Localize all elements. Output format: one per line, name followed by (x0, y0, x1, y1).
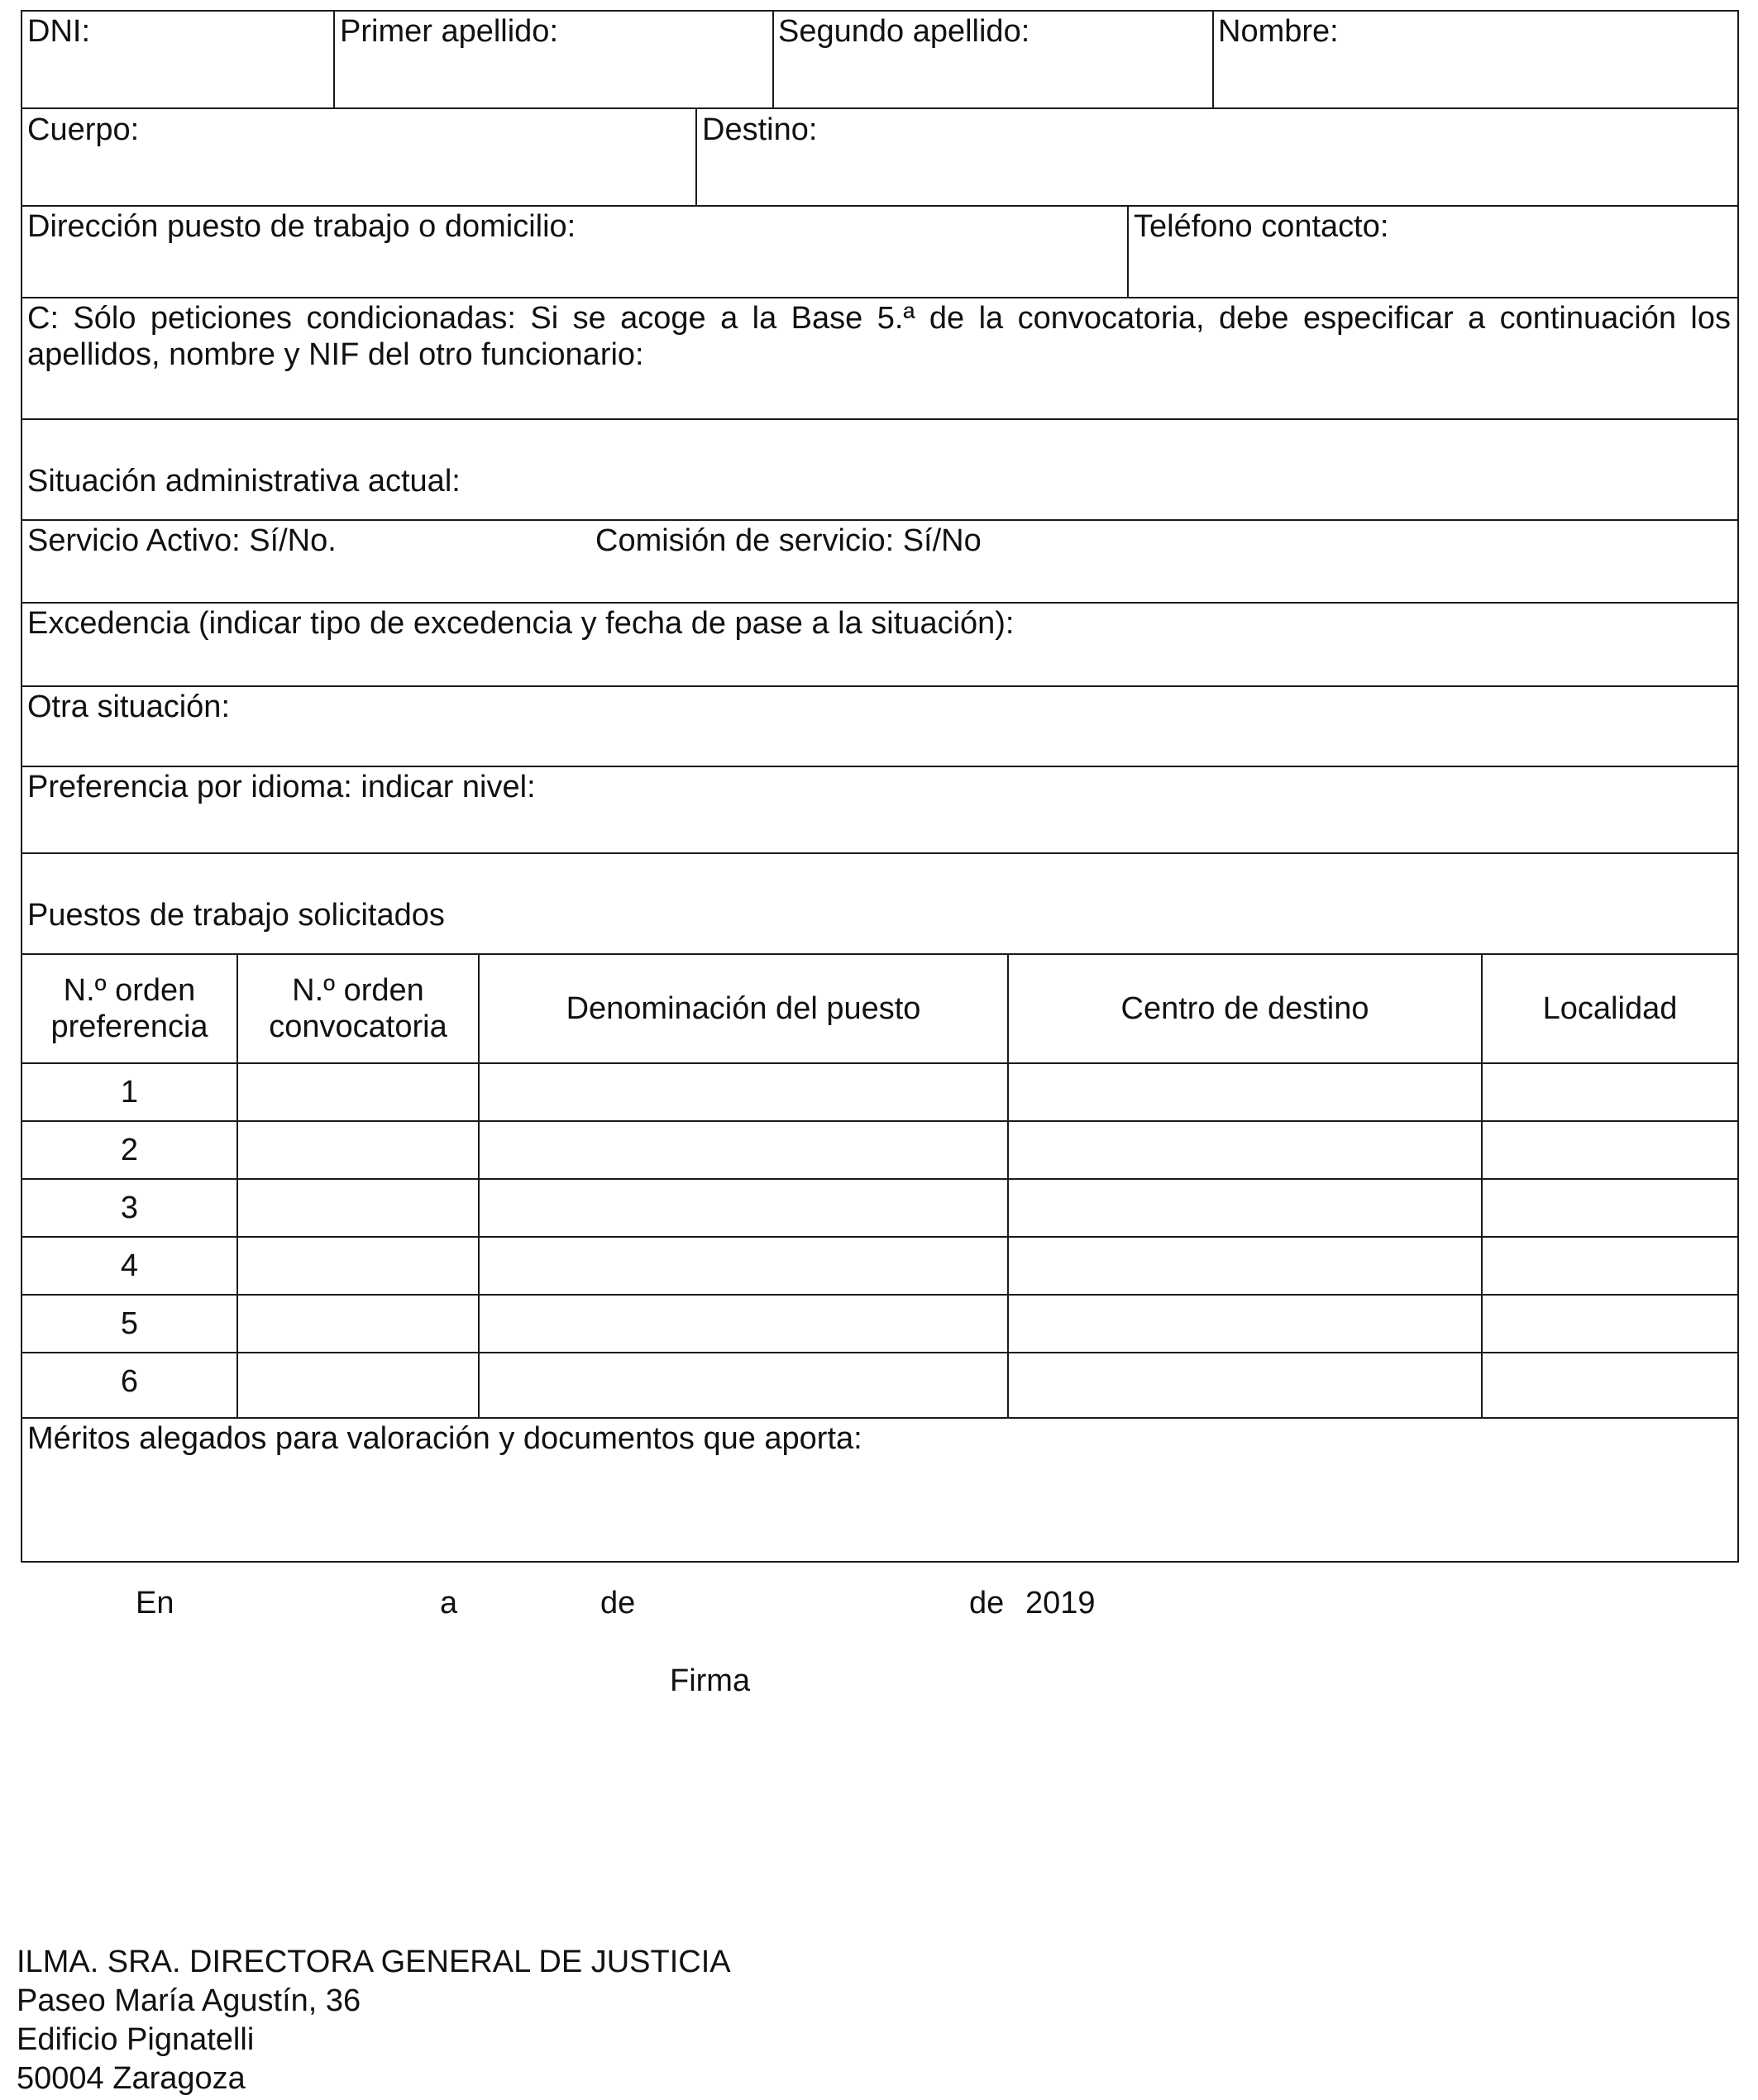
table-column-divider (236, 953, 238, 1419)
cuerpo-label: Cuerpo: (27, 112, 140, 147)
direccion-label: Dirección puesto de trabajo o domicilio: (27, 209, 576, 244)
table-row-number: 6 (120, 1364, 139, 1399)
column-header-localidad (1483, 955, 1737, 1062)
firma-label: Firma (670, 1663, 751, 1698)
column-header-orden-convocatoria (238, 955, 478, 1062)
column-header-label: Localidad (1542, 991, 1678, 1026)
primer-apellido-label: Primer apellido: (340, 14, 558, 49)
table-row-number: 5 (120, 1306, 139, 1341)
table-row-number: 4 (120, 1248, 139, 1283)
address-line-1: ILMA. SRA. DIRECTORA GENERAL DE JUSTICIA (17, 1945, 731, 1979)
table-row-number: 3 (120, 1191, 139, 1225)
idioma-label: Preferencia por idioma: indicar nivel: (27, 770, 536, 804)
table-column-divider (1007, 953, 1009, 1419)
table-row-divider (22, 1178, 1737, 1180)
servicio-activo-label: Servicio Activo: Sí/No. (27, 523, 337, 558)
divider (22, 519, 1737, 521)
address-line-2: Paseo María Agustín, 36 (17, 1983, 361, 2018)
table-column-divider (1481, 953, 1483, 1419)
column-header-label: N.º orden preferencia (50, 973, 208, 1044)
puestos-title: Puestos de trabajo solicitados (27, 898, 445, 933)
divider (333, 12, 335, 107)
divider (1127, 205, 1129, 297)
table-row-divider (22, 1236, 1737, 1238)
address-line-4: 50004 Zaragoza (17, 2061, 246, 2096)
nombre-label: Nombre: (1218, 14, 1339, 49)
situacion-title: Situación administrativa actual: (27, 464, 461, 499)
meritos-label: Méritos alegados para valoración y documentos que aporta: (27, 1421, 862, 1456)
conditional-note: C: Sólo peticiones condicionadas: Si se acoge a la Base 5.ª de la convocatoria, debe especificar a continuación los apellidos, nombre y NIF del otro funcionario: (27, 301, 1731, 372)
application-form (21, 10, 1739, 1563)
signature-year: 2019 (1025, 1586, 1096, 1620)
dni-label: DNI: (27, 14, 90, 49)
divider (22, 766, 1737, 767)
column-header-label: Centro de destino (1120, 991, 1369, 1026)
divider (1212, 12, 1214, 107)
column-header-denominacion (480, 955, 1007, 1062)
divider (22, 1062, 1737, 1064)
otra-situacion-label: Otra situación: (27, 690, 230, 724)
divider (22, 297, 1737, 298)
divider (22, 107, 1737, 109)
telefono-label: Teléfono contacto: (1134, 209, 1389, 244)
table-row-divider (22, 1120, 1737, 1122)
table-row-number: 1 (120, 1075, 139, 1110)
signature-a: a (440, 1586, 458, 1620)
comision-servicio-label: Comisión de servicio: Sí/No (595, 523, 982, 558)
table-row-divider (22, 1352, 1737, 1353)
divider (22, 1417, 1737, 1419)
divider (22, 418, 1737, 420)
column-header-orden-preferencia (22, 955, 236, 1062)
excedencia-label: Excedencia (indicar tipo de excedencia y fecha de pase a la situación): (27, 606, 1015, 641)
signature-de-1: de (600, 1586, 636, 1620)
column-header-label: N.º orden convocatoria (269, 973, 447, 1044)
divider (22, 685, 1737, 687)
table-row-divider (22, 1294, 1737, 1296)
column-header-label: Denominación del puesto (566, 991, 921, 1026)
divider (772, 12, 774, 107)
table-column-divider (478, 953, 480, 1419)
divider (695, 107, 697, 205)
destino-label: Destino: (702, 112, 818, 147)
address-line-3: Edificio Pignatelli (17, 2022, 255, 2057)
signature-de-2: de (969, 1586, 1005, 1620)
divider (22, 852, 1737, 854)
segundo-apellido-label: Segundo apellido: (778, 14, 1030, 49)
divider (22, 205, 1737, 207)
signature-en: En (136, 1586, 174, 1620)
table-row-number: 2 (120, 1133, 139, 1167)
column-header-centro (1009, 955, 1481, 1062)
divider (22, 602, 1737, 604)
